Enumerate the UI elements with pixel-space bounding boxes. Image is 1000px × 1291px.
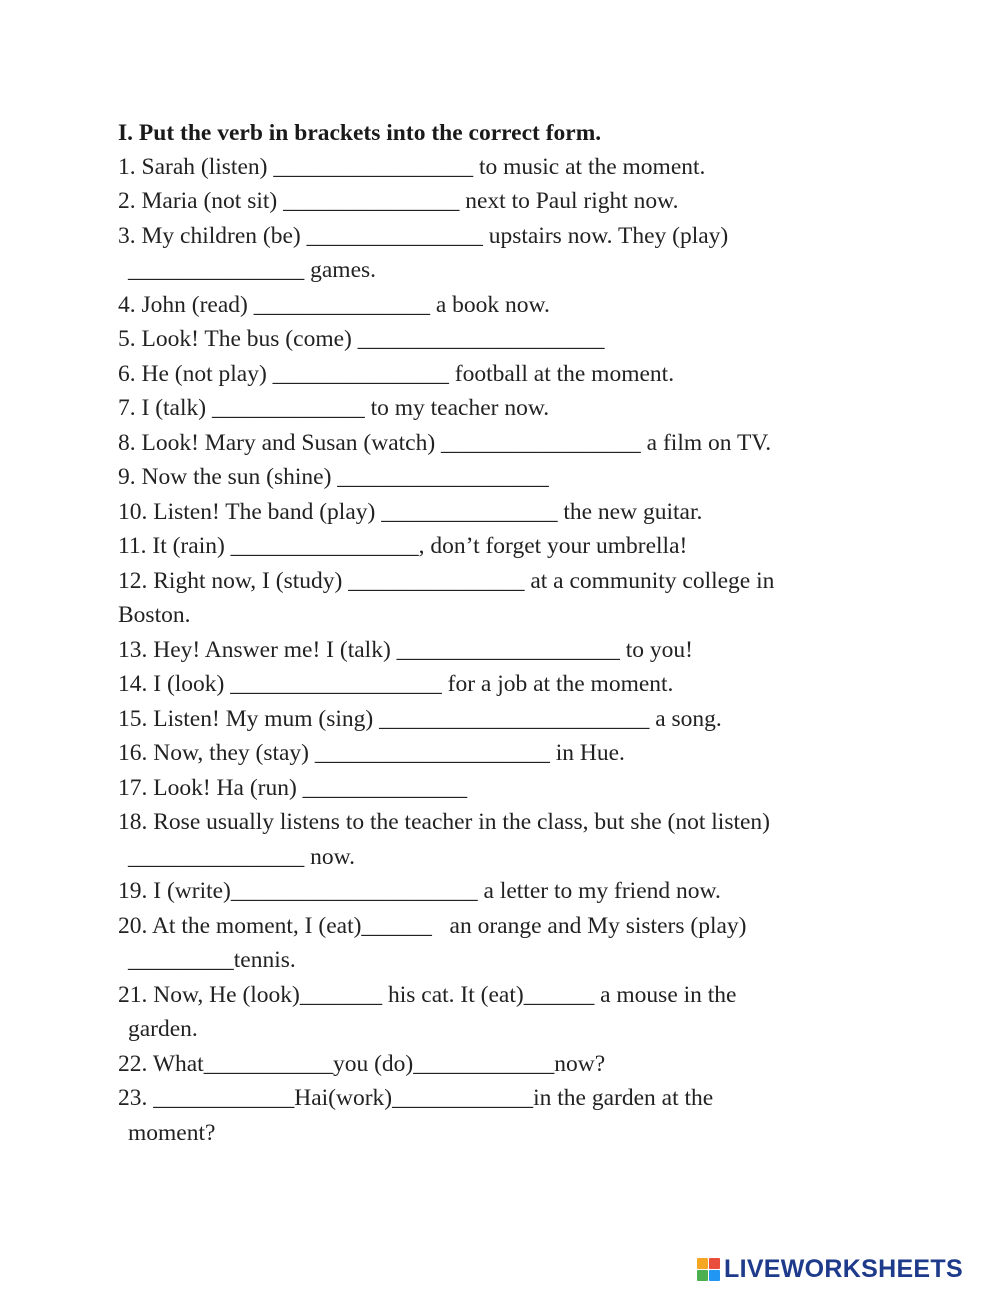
exercise-line: 18. Rose usually listens to the teacher in the class, but she (not listen): [118, 809, 770, 835]
exercise-line: 21. Now, He (look)_______ his cat. It (eat)______ a mouse in the: [118, 982, 737, 1008]
exercise-line: 14. I (look) __________________ for a job at the moment.: [118, 671, 674, 697]
exercise-line: 20. At the moment, I (eat)______ an orange and My sisters (play): [118, 913, 747, 939]
exercise-line: 12. Right now, I (study) _______________ at a community college in: [118, 568, 775, 594]
exercise-line: 5. Look! The bus (come) _____________________: [118, 326, 605, 352]
exercise-line-continuation: Boston.: [118, 602, 191, 628]
exercise-line: 10. Listen! The band (play) _______________ the new guitar.: [118, 499, 703, 525]
exercise-line: 4. John (read) _______________ a book now.: [118, 292, 550, 318]
exercise-line: 15. Listen! My mum (sing) _______________________ a song.: [118, 706, 722, 732]
exercise-line: 19. I (write)_____________________ a letter to my friend now.: [118, 878, 721, 904]
logo-text: LIVEWORKSHEETS: [724, 1254, 963, 1283]
exercise-line: 9. Now the sun (shine) __________________: [118, 464, 549, 490]
worksheet-heading: I. Put the verb in brackets into the correct form.: [118, 120, 602, 146]
exercise-line: 7. I (talk) _____________ to my teacher now.: [118, 395, 550, 421]
exercise-line: 1. Sarah (listen) _________________ to music at the moment.: [118, 154, 706, 180]
exercise-line: 11. It (rain) ________________, don’t forget your umbrella!: [118, 533, 688, 559]
exercise-line: 17. Look! Ha (run) ______________: [118, 775, 468, 801]
liveworksheets-logo: [697, 1252, 963, 1286]
exercise-line-continuation: moment?: [128, 1120, 216, 1146]
logo-blocks-icon: [697, 1258, 720, 1281]
exercise-line: 3. My children (be) _______________ upstairs now. They (play): [118, 223, 729, 249]
logo-block: [697, 1258, 708, 1269]
exercise-line-continuation: _________tennis.: [128, 947, 296, 973]
exercise-line: 6. He (not play) _______________ football at the moment.: [118, 361, 675, 387]
exercise-line-continuation: _______________ games.: [128, 257, 377, 283]
logo-block: [709, 1270, 720, 1281]
exercise-line: 22. What___________you (do)____________now?: [118, 1051, 606, 1077]
logo-block: [697, 1270, 708, 1281]
logo-block: [709, 1258, 720, 1269]
exercise-line: 8. Look! Mary and Susan (watch) _________________ a film on TV.: [118, 430, 772, 456]
exercise-line: 16. Now, they (stay) ____________________ in Hue.: [118, 740, 625, 766]
exercise-line: 13. Hey! Answer me! I (talk) ___________________ to you!: [118, 637, 694, 663]
exercise-line: 2. Maria (not sit) _______________ next to Paul right now.: [118, 188, 679, 214]
exercise-line: 23. ____________Hai(work)____________in the garden at the: [118, 1085, 714, 1111]
exercise-line-continuation: _______________ now.: [128, 844, 355, 870]
exercise-line-continuation: garden.: [128, 1016, 198, 1042]
